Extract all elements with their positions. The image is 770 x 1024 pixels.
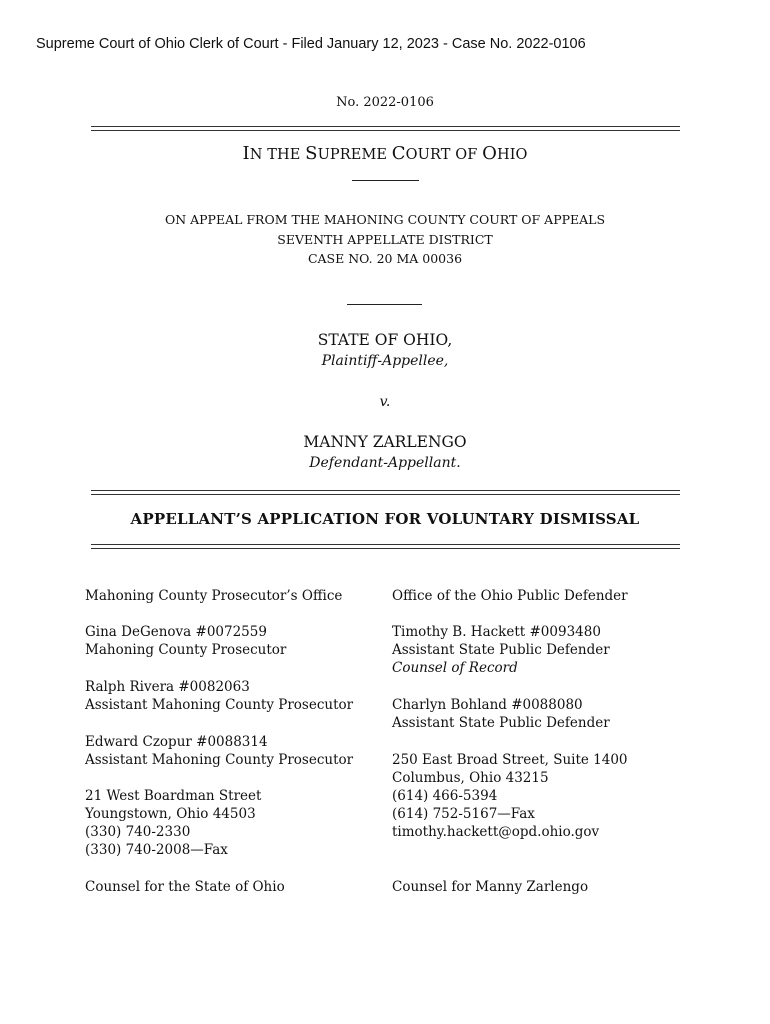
appeal-short-rule <box>347 304 422 305</box>
appeal-line-2: SEVENTH APPELLATE DISTRICT <box>277 232 493 247</box>
right-address-1: 250 East Broad Street, Suite 1400 <box>392 752 628 768</box>
left-attorney-1-name: Gina DeGenova #0072559 <box>85 624 267 640</box>
court-title-cap-4: O <box>482 143 497 164</box>
left-attorney-3-title: Assistant Mahoning County Prosecutor <box>85 752 354 768</box>
case-number: No. 2022-0106 <box>336 95 434 110</box>
right-attorney-1-title: Assistant State Public Defender <box>392 642 610 658</box>
title-short-rule <box>352 180 419 181</box>
court-title-rest-3: OURT OF <box>405 147 483 163</box>
left-address-1: 21 West Boardman Street <box>85 788 262 804</box>
court-title-rest-2: UPREME <box>317 147 392 163</box>
court-title <box>0 143 770 164</box>
court-title-cap-2: S <box>305 143 318 164</box>
left-attorney-3-name: Edward Czopur #0088314 <box>85 734 268 750</box>
left-counsel-for: Counsel for the State of Ohio <box>85 879 285 895</box>
defendant-role: Defendant-Appellant. <box>309 455 461 471</box>
court-title-cap-1: I <box>242 143 250 164</box>
right-counsel-for: Counsel for Manny Zarlengo <box>392 879 589 895</box>
right-attorney-1-note: Counsel of Record <box>392 660 518 676</box>
lower-double-rule <box>91 544 680 549</box>
appeal-line-3: CASE NO. 20 MA 00036 <box>307 251 463 266</box>
left-attorney-2-title: Assistant Mahoning County Prosecutor <box>85 697 354 713</box>
right-fax: (614) 752-5167—Fax <box>392 806 535 822</box>
plaintiff-name: STATE OF OHIO, <box>317 331 453 349</box>
document-title: APPELLANT’S APPLICATION FOR VOLUNTARY DISMISSAL <box>130 510 640 528</box>
left-office: Mahoning County Prosecutor’s Office <box>85 588 343 604</box>
right-office: Office of the Ohio Public Defender <box>392 588 628 604</box>
middle-double-rule <box>91 490 680 495</box>
right-attorney-2-name: Charlyn Bohland #0088080 <box>392 697 583 713</box>
versus: v. <box>379 394 391 410</box>
right-address-2: Columbus, Ohio 43215 <box>392 770 549 786</box>
left-phone: (330) 740-2330 <box>85 824 191 840</box>
plaintiff-role: Plaintiff-Appellee, <box>321 353 449 369</box>
court-title-rest-1: N THE <box>249 147 306 163</box>
court-title-cap-3: C <box>391 143 406 164</box>
left-address-2: Youngstown, Ohio 44503 <box>85 806 256 822</box>
right-attorney-1-name: Timothy B. Hackett #0093480 <box>392 624 601 640</box>
left-attorney-1-title: Mahoning County Prosecutor <box>85 642 287 658</box>
right-phone: (614) 466-5394 <box>392 788 498 804</box>
left-attorney-2-name: Ralph Rivera #0082063 <box>85 679 250 695</box>
defendant-name: MANNY ZARLENGO <box>303 433 467 451</box>
appeal-line-1: ON APPEAL FROM THE MAHONING COUNTY COURT OF APPEALS <box>164 212 606 227</box>
court-title-rest-4: HIO <box>496 147 528 163</box>
top-double-rule <box>91 126 680 131</box>
filing-stamp: Supreme Court of Ohio Clerk of Court - Filed January 12, 2023 - Case No. 2022-0106 <box>36 36 586 52</box>
left-fax: (330) 740-2008—Fax <box>85 842 228 858</box>
right-email: timothy.hackett@opd.ohio.gov <box>392 824 600 840</box>
right-attorney-2-title: Assistant State Public Defender <box>392 715 610 731</box>
